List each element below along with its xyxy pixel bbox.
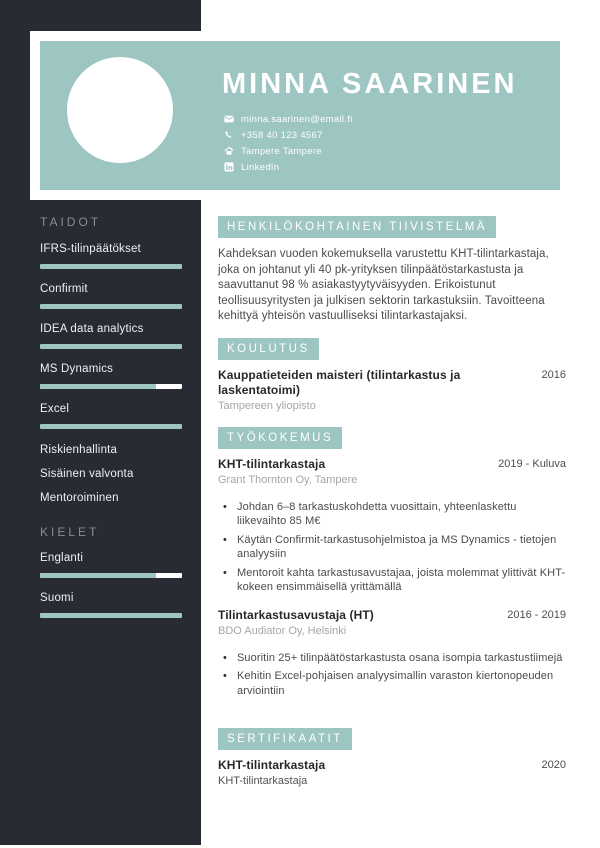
skill-bar-fill [40,304,182,309]
skill-item-idea [40,322,182,349]
education-entry-head [218,368,566,398]
experience-entry-head [218,608,566,623]
skill-bar-fill [40,424,182,429]
job-date: 2016 - 2019 [507,608,566,621]
skill-bar-fill [40,344,182,349]
certifications-section [218,728,566,789]
summary-section-heading: HENKILÖKOHTAINEN TIIVISTELMÄ [218,216,496,238]
education-degree-title: Kauppatieteiden maisteri (tilintarkastus ja laskentatoimi) [218,367,461,397]
language-label: Englanti [40,552,84,564]
certification-title: KHT-tilintarkastaja [218,758,326,772]
job-bullet: • Suoritin 25+ tilinpäätöstarkastusta osana isompia tarkastustiimejä [218,651,566,666]
skill-bar-fill [40,384,156,389]
summary-text: Kahdeksan vuoden kokemuksella varustettu KHT-tilintarkastaja, joka on johtanut yli 40 pk-yrityksen tilinpäätöstarkastusta ja saavuttanut 98 % asiakastyytyväisyyden. Erikoistunut teollisuusyritysten ja julkisen sektorin tarkastuksiin. Tavoitteena kehittyä yhteisön vastuulliseksi tilintarkastajaksi. [218,248,549,322]
skill-item-riskienhallinta [40,443,182,458]
contact-location-text: Tampere Tampere [241,145,322,157]
contact-linkedin-text: LinkedIn [241,161,280,173]
language-bar-fill [40,573,156,578]
language-label: Suomi [40,592,74,604]
skill-item-ifrs [40,242,182,269]
language-item-suomi [40,591,182,618]
job-bullet: • Mentoroit kahta tarkastusavustajaa, joista molemmat ylittivät KHT-kokeen ensimmäisellä yrittämällä [218,566,566,595]
skill-item-msdynamics [40,362,182,389]
skill-label: IDEA data analytics [40,323,144,335]
candidate-name: MINNA SAARINEN [222,68,518,100]
skill-label: Riskienhallinta [40,444,118,456]
contact-email-text: minna.saarinen@email.fi [241,113,353,125]
job-date: 2019 - Kuluva [498,457,566,470]
skills-heading: TAIDOT [40,215,102,229]
job-bullet: • Johdan 6–8 tarkastuskohdetta vuosittain, yhteenlaskettu liikevaihto 85 M€ [218,500,566,529]
job-bullet: • Käytän Confirmit-tarkastusohjelmistoa ja MS Dynamics - tietojen analyysiin [218,533,566,562]
languages-heading: KIELET [40,525,100,539]
experience-section [218,427,566,699]
skill-bar [40,264,182,269]
skill-bar-fill [40,264,182,269]
skill-item-sisainen-valvonta [40,467,182,482]
main-column [218,0,566,789]
experience-entry-1 [218,457,566,595]
skill-item-mentoroiminen [40,491,182,506]
skill-bar [40,424,182,429]
language-bar [40,573,182,578]
certification-date: 2020 [541,759,566,771]
skill-item-excel [40,402,182,429]
language-bar-fill [40,613,182,618]
skill-label: Sisäinen valvonta [40,468,134,480]
profile-photo-placeholder [67,57,173,163]
certification-subtitle: KHT-tilintarkastaja [218,775,308,787]
skill-label: Excel [40,403,70,415]
skill-label: MS Dynamics [40,363,114,375]
education-section [218,338,566,414]
job-company: Grant Thornton Oy, Tampere [218,473,358,486]
skill-bar [40,304,182,309]
certification-entry [218,758,566,789]
language-item-englanti [40,551,182,578]
skill-item-confirmit [40,282,182,309]
language-bar [40,613,182,618]
experience-entry-head [218,457,566,472]
job-bullet-list [218,651,566,699]
skill-bar [40,384,182,389]
education-section-heading: KOULUTUS [218,338,319,360]
skill-label: Confirmit [40,283,88,295]
experience-entry-2 [218,608,566,699]
job-company: BDO Audiator Oy, Helsinki [218,624,347,637]
contact-phone-text: +358 40 123 4567 [241,129,323,141]
education-school: Tampereen yliopisto [218,399,316,412]
education-entry [218,368,566,414]
skill-bar [40,344,182,349]
experience-section-heading: TYÖKOKEMUS [218,427,342,449]
skill-label: Mentoroiminen [40,492,119,504]
certifications-section-heading: SERTIFIKAATIT [218,728,352,750]
job-title: Tilintarkastusavustaja (HT) [218,607,374,622]
job-bullet-list [218,500,566,595]
education-date: 2016 [541,368,566,381]
job-title: KHT-tilintarkastaja [218,456,326,471]
skill-label: IFRS-tilinpäätökset [40,243,141,255]
certification-entry-head [218,758,566,773]
job-bullet: • Kehitin Excel-pohjaisen analyysimallin varaston kiertonopeuden arviointiin [218,669,566,698]
